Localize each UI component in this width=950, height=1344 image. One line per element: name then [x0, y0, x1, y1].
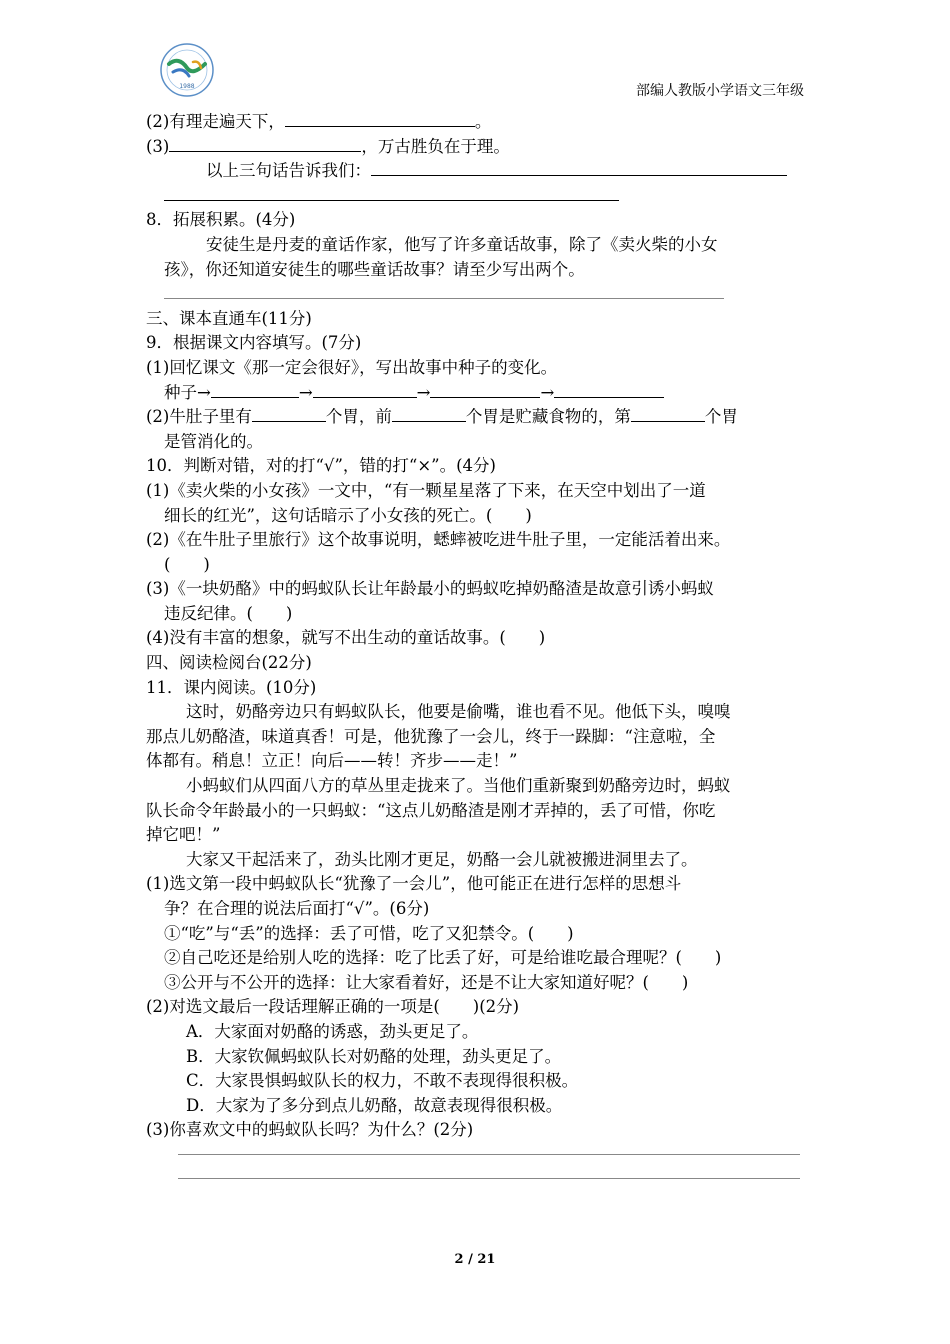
page-header — [0, 0, 950, 110]
answer-blank[interactable] — [313, 381, 417, 398]
q8-answer-line — [146, 282, 814, 307]
answer-blank[interactable] — [169, 135, 361, 152]
q11-1-a: (1)选文第一段中蚂蚁队长“犹豫了一会儿”，他可能正在进行怎样的思想斗 — [146, 874, 682, 894]
section-3-heading: 三、课本直通车(11分) — [146, 308, 312, 328]
logo-year: 1988 — [179, 83, 195, 90]
q7-2-line: (2)有理走遍天下， 。 — [146, 112, 492, 131]
answer-blank[interactable] — [392, 405, 466, 422]
q11-1-option-1: ①“吃”与“丢”的选择：丢了可惜，吃了又犯禁令。( ) — [164, 923, 574, 943]
passage-p2-a: 小蚂蚁们从四面八方的草丛里走拢来了。当他们重新聚到奶酪旁边时，蚂蚁 — [186, 776, 731, 796]
answer-blank[interactable] — [211, 381, 299, 398]
passage-p2-b: 队长命令年龄最小的一只蚂蚁：“这点儿奶酪渣是刚才弄掉的，丢了可惜，你吃 — [146, 800, 716, 820]
answer-blank[interactable] — [164, 184, 619, 201]
q11-2-option-b: B．大家钦佩蚂蚁队长对奶酪的处理，劲头更足了。 — [186, 1046, 562, 1066]
answer-line — [178, 1154, 800, 1155]
q11-2-prompt: (2)对选文最后一段话理解正确的一项是( )(2分) — [146, 997, 520, 1017]
answer-blank[interactable] — [285, 110, 475, 127]
q9-2-line-b: 是管消化的。 — [164, 431, 263, 451]
q10-3-b: 违反纪律。( ) — [164, 603, 293, 623]
q11-2-option-a: A．大家面对奶酪的诱惑，劲头更足了。 — [186, 1021, 479, 1041]
answer-blank[interactable] — [430, 381, 540, 398]
answer-blank[interactable] — [631, 405, 705, 422]
q7-summary-line: 以上三句话告诉我们： — [146, 159, 814, 184]
passage-p3: 大家又干起活来了，劲头比刚才更足，奶酪一会儿就被搬进洞里去了。 — [186, 849, 698, 869]
q11-2-option-d: D．大家为了多分到点儿奶酪，故意表现得很积极。 — [186, 1095, 563, 1115]
q9-1-prompt: (1)回忆课文《那一定会很好》，写出故事中种子的变化。 — [146, 357, 558, 377]
q8-heading: 8．拓展积累。(4分) — [146, 210, 296, 230]
q9-2-line-a: (2)牛肚子里有 个胃，前 个胃是贮藏食物的，第 个胃 — [146, 407, 738, 427]
q10-2-b: ( ) — [164, 554, 210, 574]
answer-line — [178, 1178, 800, 1179]
q10-1-a: (1)《卖火柴的小女孩》一文中，“有一颗星星落了下来，在天空中划出了一道 — [146, 480, 706, 500]
answer-blank[interactable] — [252, 405, 326, 422]
q10-2-a: (2)《在牛肚子里旅行》这个故事说明，蟋蟀被吃进牛肚子里，一定能活着出来。 — [146, 530, 731, 550]
q10-4: (4)没有丰富的想象，就写不出生动的童话故事。( ) — [146, 628, 546, 648]
q11-1-option-3: ③公开与不公开的选择：让大家看着好，还是不让大家知道好呢？( ) — [164, 972, 689, 992]
q11-1-option-2: ②自己吃还是给别人吃的选择：吃了比丢了好，可是给谁吃最合理呢？( ) — [164, 948, 722, 968]
grade-label: 部编人教版小学语文三年级 — [636, 83, 804, 99]
page-number: 2 / 21 — [454, 1252, 496, 1267]
q11-3-answer-area[interactable] — [146, 1143, 814, 1201]
q9-1-seed-chain: 种子→ → → → — [146, 381, 814, 406]
worksheet-content — [146, 110, 814, 1201]
q8-prompt-b: 孩》，你还知道安徒生的哪些童话故事？请至少写出两个。 — [164, 259, 585, 279]
answer-blank[interactable] — [164, 282, 724, 299]
q9-heading: 9．根据课文内容填写。(7分) — [146, 333, 362, 353]
answer-blank[interactable] — [554, 381, 664, 398]
q11-2-option-c: C．大家畏惧蚂蚁队长的权力，不敢不表现得很积极。 — [186, 1071, 579, 1091]
q11-1-b: 争？在合理的说法后面打“√”。(6分) — [164, 899, 430, 918]
passage-p1-a: 这时，奶酪旁边只有蚂蚁队长，他要是偷嘴，谁也看不见。他低下头，嗅嗅 — [186, 702, 731, 722]
answer-blank[interactable] — [371, 159, 787, 176]
school-logo — [153, 42, 221, 98]
q11-heading: 11．课内阅读。(10分) — [146, 677, 317, 697]
passage-p2-c: 掉它吧！” — [146, 825, 221, 845]
section-4-heading: 四、阅读检阅台(22分) — [146, 653, 312, 673]
q10-1-b: 细长的红光”，这句话暗示了小女孩的死亡。( ) — [164, 505, 532, 525]
q10-3-a: (3)《一块奶酪》中的蚂蚁队长让年龄最小的蚂蚁吃掉奶酪渣是故意引诱小蚂蚁 — [146, 579, 714, 599]
passage-p1-b: 那点儿奶酪渣，味道真香！可是，他犹豫了一会儿，终于一跺脚：“注意啦，全 — [146, 726, 716, 746]
q7-summary-continuation — [146, 184, 814, 209]
q7-3-line: (3) ，万古胜负在于理。 — [146, 136, 510, 156]
q11-3-prompt: (3)你喜欢文中的蚂蚁队长吗？为什么？(2分) — [146, 1120, 474, 1140]
q8-prompt-a: 安徒生是丹麦的童话作家，他写了许多童话故事，除了《卖火柴的小女 — [206, 234, 718, 254]
q10-heading: 10．判断对错，对的打“√”，错的打“×”。(4分) — [146, 456, 496, 476]
passage-p1-c: 体都有。稍息！立正！向后——转！齐步——走！” — [146, 751, 518, 771]
